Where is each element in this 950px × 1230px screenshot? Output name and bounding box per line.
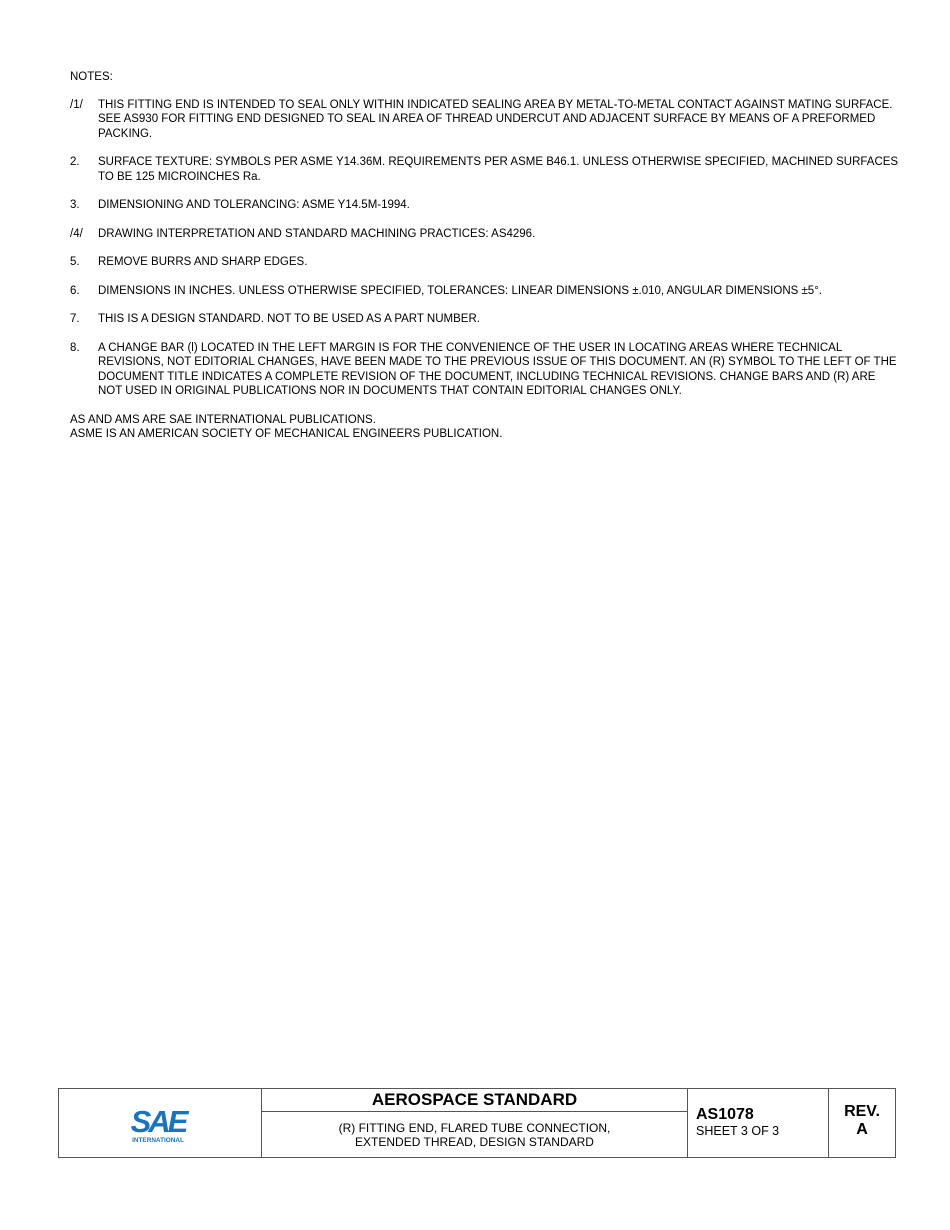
document-description bbox=[262, 1112, 687, 1157]
revision-value: A bbox=[856, 1121, 868, 1138]
note-text: THIS IS A DESIGN STANDARD. NOT TO BE USED AS A PART NUMBER. bbox=[98, 313, 480, 325]
sae-logo-text: SAE bbox=[130, 1104, 186, 1139]
note-number: 7. bbox=[70, 313, 80, 325]
note-text: DIMENSIONS IN INCHES. UNLESS OTHERWISE SPECIFIED, TOLERANCES: LINEAR DIMENSIONS ±.010, ANGULAR DIMENSIONS ±5°. bbox=[98, 284, 822, 297]
title-block bbox=[58, 1088, 896, 1158]
note-number: /4/ bbox=[70, 227, 83, 240]
sae-logo-subtext: INTERNATIONAL bbox=[132, 1137, 184, 1144]
sae-logo-cell bbox=[59, 1089, 262, 1157]
note-number: 6. bbox=[70, 284, 80, 297]
note-text: DIMENSIONING AND TOLERANCING: ASME Y14.5M-1994. bbox=[98, 199, 410, 211]
sheet-number: SHEET 3 OF 3 bbox=[696, 1124, 780, 1138]
note-item bbox=[70, 255, 900, 270]
note-text: SURFACE TEXTURE: SYMBOLS PER ASME Y14.36M. REQUIREMENTS PER ASME B46.1. UNLESS OTHERWISE SPECIFIED, MACHINED SURFACES TO BE 125 MICROINCHES Ra. bbox=[98, 156, 899, 183]
publication-note-asme: ASME IS AN AMERICAN SOCIETY OF MECHANICAL ENGINEERS PUBLICATION. bbox=[70, 428, 503, 440]
note-text: DRAWING INTERPRETATION AND STANDARD MACHINING PRACTICES: AS4296. bbox=[98, 227, 536, 240]
publication-notes bbox=[70, 413, 900, 442]
note-item bbox=[70, 284, 900, 299]
note-text: REMOVE BURRS AND SHARP EDGES. bbox=[98, 256, 308, 268]
title-cell bbox=[262, 1089, 688, 1157]
note-number: 5. bbox=[70, 256, 80, 268]
revision-label: REV. bbox=[844, 1103, 880, 1120]
notes-heading: NOTES: bbox=[70, 71, 113, 83]
note-number: 2. bbox=[70, 156, 80, 168]
note-text: A CHANGE BAR (l) LOCATED IN THE LEFT MARGIN IS FOR THE CONVENIENCE OF THE USER IN LOCATING AREAS WHERE TECHNICAL REVISIONS, NOT EDITORIAL CHANGES, HAVE BEEN MADE TO THE PREVIOUS ISSUE OF THIS DOCUMENT. AN (R) SYMBOL TO THE LEFT OF THE DOCUMENT TITLE INDICATES A COMPLETE REVISION OF THE DOCUMENT, INCLUDING TECHNICAL REVISIONS. CHANGE BARS AND (R) ARE NOT USED IN ORIGINAL PUBLICATIONS NOR IN DOCUMENTS THAT CONTAIN EDITORIAL CHANGES ONLY. bbox=[98, 341, 897, 397]
note-item bbox=[70, 341, 900, 399]
document-type-title: AEROSPACE STANDARD bbox=[262, 1089, 687, 1112]
note-item bbox=[70, 227, 900, 242]
note-item bbox=[70, 312, 900, 327]
document-number-cell bbox=[688, 1089, 829, 1157]
description-line-1: (R) FITTING END, FLARED TUBE CONNECTION, bbox=[338, 1121, 611, 1135]
note-text: THIS FITTING END IS INTENDED TO SEAL ONLY WITHIN INDICATED SEALING AREA BY METAL-TO-METAL CONTACT AGAINST MATING SURFACE. SEE AS930 FOR FITTING END DESIGNED TO SEAL IN AREA OF THREAD UNDERCUT AND ADJACENT SURFACE BY MEANS OF A PREFORMED PACKING. bbox=[98, 98, 893, 140]
description-line-2: EXTENDED THREAD, DESIGN STANDARD bbox=[355, 1135, 594, 1149]
note-item bbox=[70, 198, 900, 213]
note-number: 8. bbox=[70, 341, 80, 354]
note-number: /1/ bbox=[70, 98, 83, 111]
document-number: AS1078 bbox=[696, 1106, 754, 1123]
sae-logo bbox=[125, 1101, 195, 1145]
note-item bbox=[70, 98, 900, 142]
publication-note-sae: AS AND AMS ARE SAE INTERNATIONAL PUBLICATIONS. bbox=[70, 413, 376, 426]
note-number: 3. bbox=[70, 199, 80, 211]
revision-cell bbox=[829, 1089, 895, 1157]
notes-section bbox=[70, 70, 900, 442]
note-item bbox=[70, 155, 900, 184]
